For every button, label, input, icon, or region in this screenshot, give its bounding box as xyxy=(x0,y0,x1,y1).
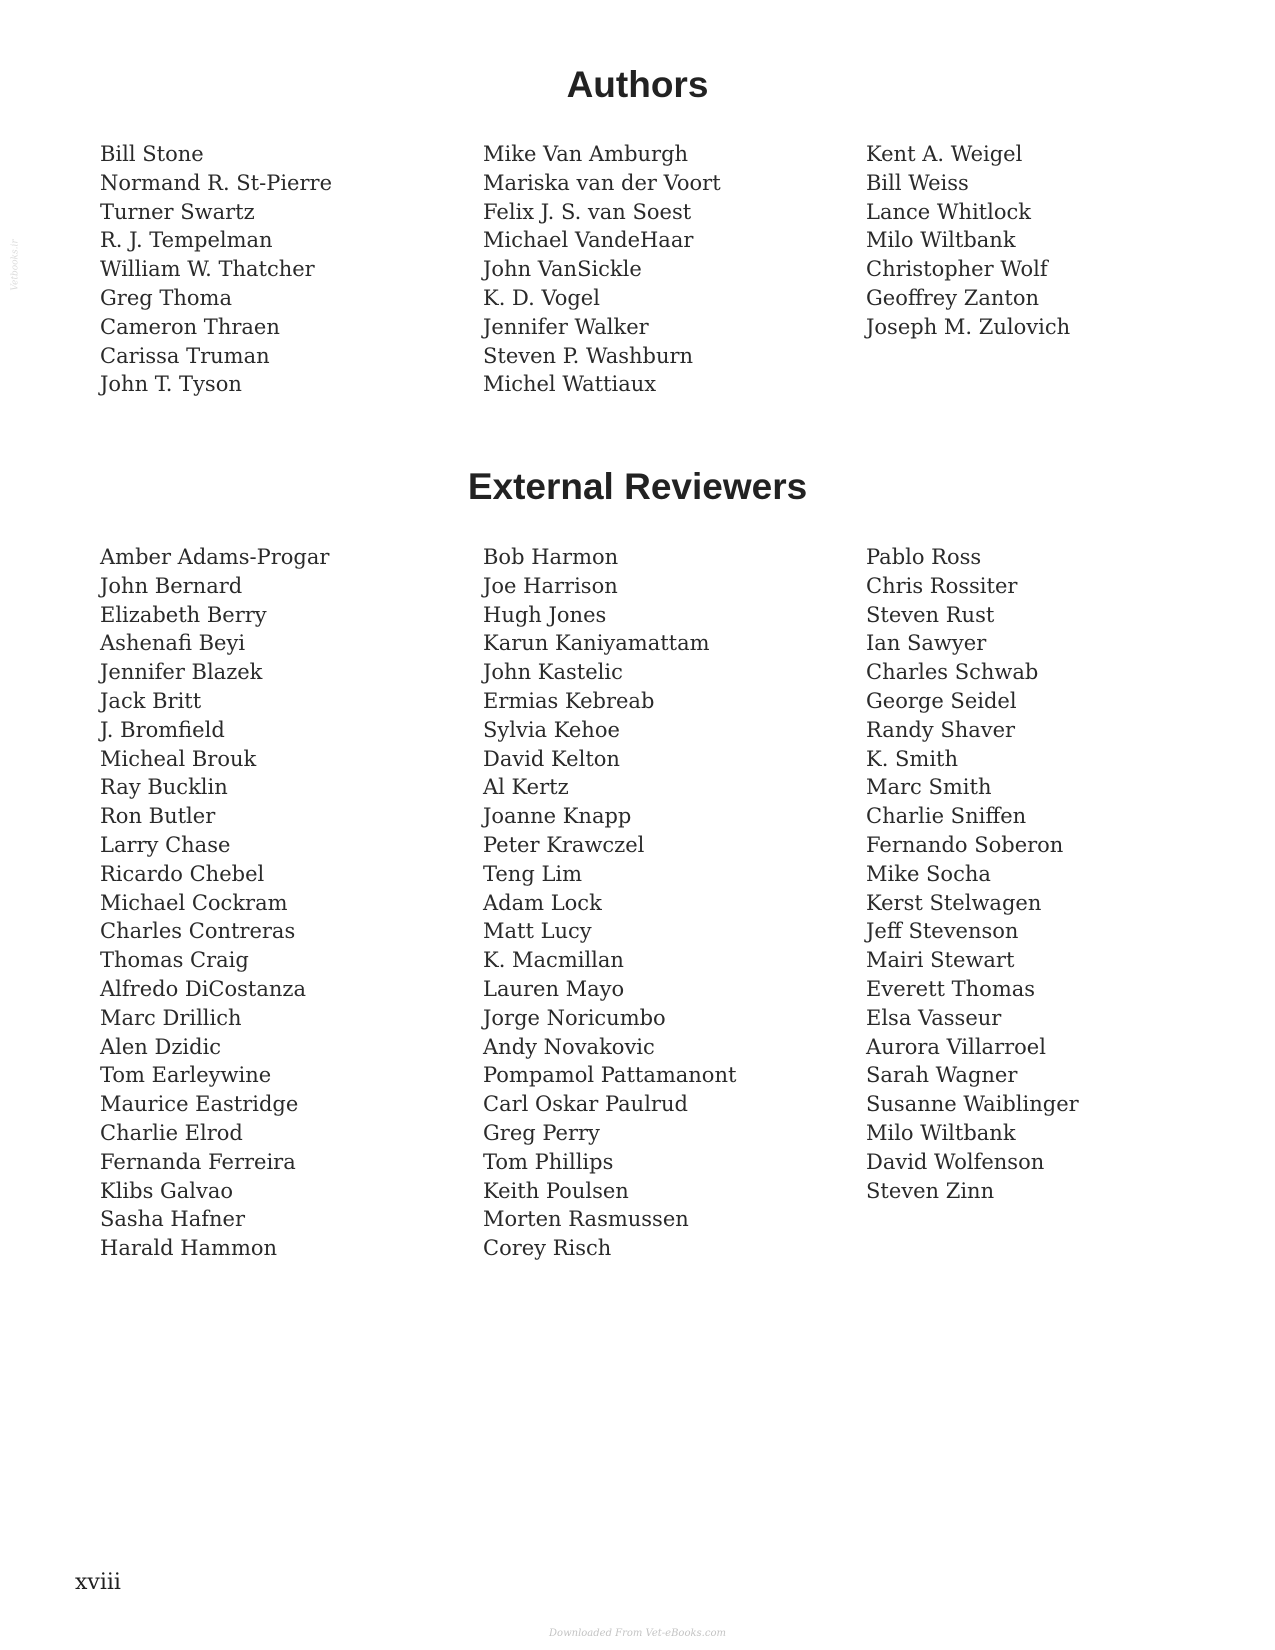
name-entry: Pompamol Pattamanont xyxy=(483,1063,737,1088)
name-entry: Ron Butler xyxy=(100,804,216,829)
name-entry: Teng Lim xyxy=(483,861,583,886)
name-entry: Marc Smith xyxy=(866,775,992,800)
name-entry: Charles Contreras xyxy=(100,919,296,944)
name-entry: Mike Van Amburgh xyxy=(483,142,689,166)
name-entry: Michel Wattiaux xyxy=(483,372,657,397)
name-entry: Corey Risch xyxy=(483,1236,612,1261)
name-entry: Bill Stone xyxy=(100,142,204,166)
name-entry: Ian Sawyer xyxy=(866,631,987,656)
name-entry: Chris Rossiter xyxy=(866,573,1018,598)
name-entry: Michael Cockram xyxy=(100,890,288,915)
name-entry: Charlie Elrod xyxy=(100,1120,243,1145)
name-entry: Milo Wiltbank xyxy=(866,1120,1016,1145)
name-entry: Tom Phillips xyxy=(483,1149,614,1174)
name-entry: Elsa Vasseur xyxy=(866,1005,1002,1030)
name-entry: K. Smith xyxy=(866,746,959,771)
name-entry: John Kastelic xyxy=(483,660,623,685)
name-entry: Steven Zinn xyxy=(866,1178,995,1203)
authors-column-2 xyxy=(483,140,843,399)
name-entry: Greg Perry xyxy=(483,1120,600,1145)
name-entry: Mike Socha xyxy=(866,861,991,886)
authors-heading: Authors xyxy=(566,64,709,105)
name-entry: R. J. Tempelman xyxy=(100,228,273,253)
name-entry: Bill Weiss xyxy=(866,170,969,195)
name-entry: Michael VandeHaar xyxy=(483,228,694,253)
name-entry: Christopher Wolf xyxy=(866,257,1048,282)
reviewers-column-2 xyxy=(483,543,843,1263)
name-entry: Cameron Thraen xyxy=(100,314,280,339)
name-entry: Turner Swartz xyxy=(100,199,255,224)
name-entry: David Wolfenson xyxy=(866,1149,1045,1174)
name-entry: Felix J. S. van Soest xyxy=(483,199,692,224)
name-entry: Randy Shaver xyxy=(866,717,1016,742)
name-entry: Andy Novakovic xyxy=(483,1034,655,1059)
name-entry: Marc Drillich xyxy=(100,1005,242,1030)
name-entry: Larry Chase xyxy=(100,832,231,857)
name-entry: Normand R. St-Pierre xyxy=(100,170,332,195)
name-entry: Alen Dzidic xyxy=(100,1034,222,1059)
name-entry: Al Kertz xyxy=(483,775,569,800)
name-entry: Pablo Ross xyxy=(866,545,982,569)
name-entry: Carl Oskar Paulrud xyxy=(483,1092,688,1117)
name-entry: Jennifer Walker xyxy=(483,314,649,339)
name-entry: Sarah Wagner xyxy=(866,1063,1018,1088)
name-entry: Jack Britt xyxy=(100,688,202,713)
name-entry: Sasha Hafner xyxy=(100,1207,246,1232)
name-entry: Alfredo DiCostanza xyxy=(100,976,306,1001)
name-entry: Harald Hammon xyxy=(100,1236,278,1261)
name-entry: Ricardo Chebel xyxy=(100,861,265,886)
reviewers-heading: External Reviewers xyxy=(467,466,808,507)
name-entry: Greg Thoma xyxy=(100,285,232,310)
name-entry: Tom Earleywine xyxy=(100,1063,272,1088)
name-entry: Keith Poulsen xyxy=(483,1178,629,1203)
name-entry: Bob Harmon xyxy=(483,545,619,569)
name-entry: William W. Thatcher xyxy=(100,257,315,282)
name-entry: J. Bromfield xyxy=(100,717,225,742)
name-entry: Amber Adams-Progar xyxy=(100,545,330,569)
name-entry: K. Macmillan xyxy=(483,948,624,973)
name-entry: Fernando Soberon xyxy=(866,832,1064,857)
authors-column-3 xyxy=(866,140,1226,342)
name-entry: Milo Wiltbank xyxy=(866,228,1016,253)
name-entry: Carissa Truman xyxy=(100,343,270,368)
reviewers-column-3 xyxy=(866,543,1226,1205)
name-entry: Adam Lock xyxy=(483,890,602,915)
name-entry: Aurora Villarroel xyxy=(866,1034,1046,1059)
name-entry: Sylvia Kehoe xyxy=(483,717,620,742)
name-entry: Ashenafi Beyi xyxy=(100,631,246,656)
name-entry: John T. Tyson xyxy=(100,372,242,397)
name-entry: Morten Rasmussen xyxy=(483,1207,689,1232)
name-entry: David Kelton xyxy=(483,746,620,771)
name-entry: Mairi Stewart xyxy=(866,948,1015,973)
name-entry: Geoffrey Zanton xyxy=(866,285,1040,310)
name-entry: Micheal Brouk xyxy=(100,746,257,771)
name-entry: Charles Schwab xyxy=(866,660,1039,685)
name-entry: Fernanda Ferreira xyxy=(100,1149,296,1174)
name-entry: Joanne Knapp xyxy=(483,804,632,829)
side-watermark: Vetbooks.ir xyxy=(10,239,21,291)
name-entry: Matt Lucy xyxy=(483,919,592,944)
name-entry: Maurice Eastridge xyxy=(100,1092,299,1117)
page-number: xviii xyxy=(75,1570,121,1595)
name-entry: Steven P. Washburn xyxy=(483,343,694,368)
name-entry: Charlie Sniffen xyxy=(866,804,1027,829)
name-entry: Kent A. Weigel xyxy=(866,142,1023,166)
name-entry: Jennifer Blazek xyxy=(100,660,263,685)
name-entry: Joseph M. Zulovich xyxy=(866,314,1071,339)
footer-download-note: Downloaded From Vet-eBooks.com xyxy=(549,1628,726,1639)
name-entry: Jeff Stevenson xyxy=(866,919,1019,944)
reviewers-column-1 xyxy=(100,543,460,1263)
name-entry: Steven Rust xyxy=(866,602,995,627)
name-entry: Hugh Jones xyxy=(483,602,607,627)
name-entry: Lauren Mayo xyxy=(483,976,625,1001)
name-entry: George Seidel xyxy=(866,688,1017,713)
name-entry: Kerst Stelwagen xyxy=(866,890,1042,915)
name-entry: Joe Harrison xyxy=(483,573,618,598)
name-entry: Peter Krawczel xyxy=(483,832,645,857)
name-entry: Klibs Galvao xyxy=(100,1178,234,1203)
name-entry: John Bernard xyxy=(100,573,243,598)
name-entry: K. D. Vogel xyxy=(483,285,600,310)
name-entry: Elizabeth Berry xyxy=(100,602,267,627)
name-entry: Susanne Waiblinger xyxy=(866,1092,1079,1117)
name-entry: John VanSickle xyxy=(483,257,642,282)
name-entry: Ray Bucklin xyxy=(100,775,228,800)
name-entry: Everett Thomas xyxy=(866,976,1036,1001)
name-entry: Lance Whitlock xyxy=(866,199,1031,224)
name-entry: Ermias Kebreab xyxy=(483,688,655,713)
authors-column-1 xyxy=(100,140,460,399)
name-entry: Karun Kaniyamattam xyxy=(483,631,710,656)
name-entry: Mariska van der Voort xyxy=(483,170,721,195)
name-entry: Jorge Noricumbo xyxy=(483,1005,666,1030)
name-entry: Thomas Craig xyxy=(100,948,249,973)
